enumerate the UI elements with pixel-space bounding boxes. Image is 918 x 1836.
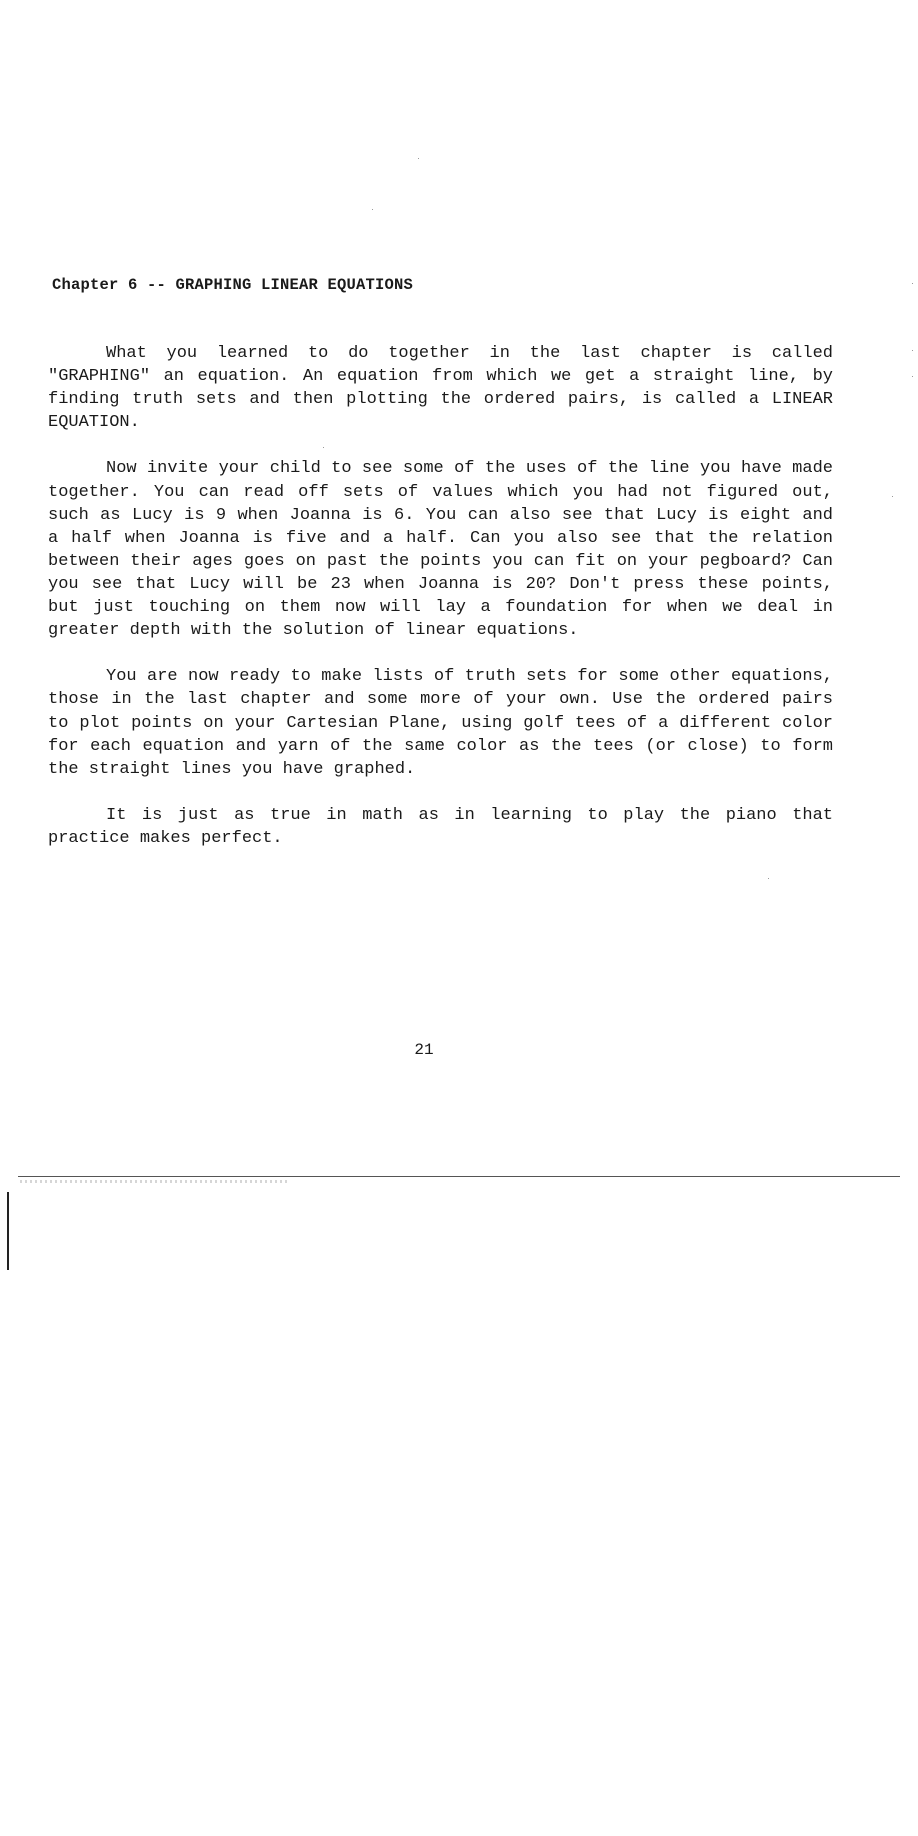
scan-edge-mark — [7, 1192, 9, 1270]
paragraph-truth-sets-exercise: You are now ready to make lists of truth sets for some other equations, those in the last chapter and some more of your own. Use the ordered pairs to plot points on your Cartesian Plane, using golf tees of a different color for each equation and yarn of the same color as the tees (or close) to form the straight lines you have graphed. — [48, 667, 833, 779]
scan-speck — [892, 496, 893, 497]
scan-divider-line — [18, 1176, 900, 1177]
scan-speck — [372, 209, 373, 210]
paragraph-graphing-definition: What you learned to do together in the last chapter is called "GRAPHING" an equation. An equation from which we get a straight line, by finding truth sets and then plotting the ordered pairs, is called a LINEAR EQUATION. — [48, 344, 833, 433]
scan-noise-strip — [20, 1180, 290, 1183]
scan-speck — [912, 376, 913, 377]
scan-speck — [912, 283, 913, 284]
body-text — [48, 342, 833, 873]
chapter-title: Chapter 6 -- GRAPHING LINEAR EQUATIONS — [52, 276, 414, 294]
paragraph-practice: It is just as true in math as in learning to play the piano that practice makes perfect. — [48, 805, 833, 848]
scan-speck — [768, 878, 769, 879]
scan-speck — [912, 350, 913, 351]
paragraph-uses-of-line: Now invite your child to see some of the uses of the line you have made together. You can read off sets of values which you had not figured out, such as Lucy is 9 when Joanna is 6. You can also see that Lucy is eight and a half when Joanna is five and a half. Can you also see that the relation between their ages goes on past the points you can fit on your pegboard? Can you see that Lucy will be 23 when Joanna is 20? Don't press these points, but just touching on them now will lay a foundation for when we deal in greater depth with the solution of linear equations. — [48, 459, 833, 641]
scan-speck — [323, 447, 324, 448]
scan-speck — [418, 158, 419, 159]
page-number: 21 — [414, 1041, 434, 1059]
